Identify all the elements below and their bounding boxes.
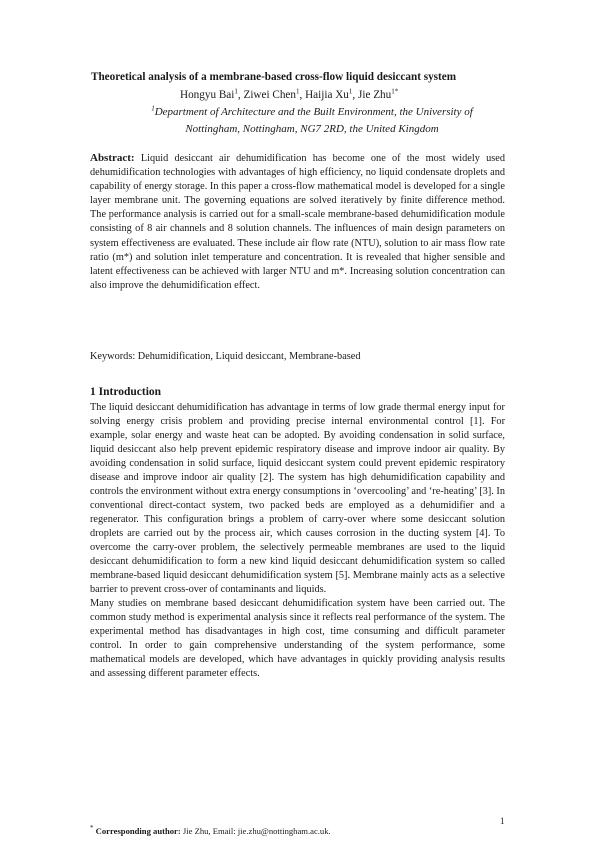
paragraph: Many studies on membrane based desiccant dehumidification system have been carried out. The common study method is experimental analysis since it reflects real performance of the system. The experimental method has disadvantages in high cost, time consuming and difficult parameter control. In order to gain comprehensive understanding of the system performance, some mathematical models are developed, which have advantages in quickly providing analysis results and assessing different parameter effects.: [90, 598, 505, 679]
abstract-text: Liquid desiccant air dehumidification has become one of the most widely used dehumidification technologies with advantages of high efficiency, no liquid condensate droplets and capability of energy storage. In this paper a cross-flow mathematical model is developed for a single layer membrane unit. The governing equations are solved iteratively by finite difference method. The performance analysis is carried out for a small-scale membrane-based dehumidification module consisting of 8 air channels and 8 solution channels. The influences of main design parameters on system effectiveness are evaluated. These include air flow rate (NTU), solution to air mass flow rate ratio (m*) and solution inlet temperature and concentration. It is revealed that higher sensible and latent effectiveness can be achieved with larger NTU and m*. Increasing solution concentration can also improve the dehumidification effect.: [90, 153, 505, 291]
paper-title: Theoretical analysis of a membrane-based cross-flow liquid desiccant system: [91, 71, 457, 83]
author-separator: ,: [237, 89, 244, 101]
paragraph: The liquid desiccant dehumidification has advantage in terms of low grade thermal energy input for solving energy crisis problem and providing precise internal environmental control [1]. For example, solar energy and waste heat can be adopted. By avoiding condensation in solid surface, liquid desiccant also help prevent epidemic respiratory disease and improve indoor air quality. By avoiding condensation in solid surface, liquid desiccant system could prevent epidemic respiratory disease and improve indoor air quality [2]. The system has high dehumidification capability and controls the environment without extra energy consumptions in ‘overcooling’ and ‘re-heating’ [3]. In conventional direct-contact system, two packed beds are employed as a dehumidifier and a regenerator. This configuration brings a problem of carry-over where some desiccant solution droplets are carried out by the process air, which causes corrosion in the ducting system [4]. To overcome the carry-over problem, the selectively permeable membranes are used to the liquid desiccant dehumidification to form a new kind liquid desiccant dehumidification system so called membrane-based liquid desiccant dehumidification system [5]. Membrane mainly acts as a selective barrier to prevent cross-over of contaminants and liquids.: [90, 402, 505, 595]
author-name: Ziwei Chen: [243, 89, 296, 101]
section-body: [90, 401, 505, 681]
affiliation-text: Department of Architecture and the Built Environment, the University of Nottingham, Nottingham, NG7 2RD, the United Kingdom: [154, 106, 473, 135]
author-affiliation-mark: 1: [348, 87, 353, 96]
author-name: Hongyu Bai: [180, 89, 235, 101]
footnote-marker: *: [90, 824, 94, 833]
author-affiliation-mark: 1: [296, 87, 300, 96]
author-separator: ,: [352, 89, 358, 101]
author-affiliation-mark: 1: [234, 87, 238, 96]
page-number: 1: [500, 816, 505, 826]
affiliation-mark: 1: [151, 104, 155, 113]
author-name: Jie Zhu: [358, 89, 392, 101]
author-name: Haijia Xu: [305, 89, 349, 101]
footnote-text: Jie Zhu, Email: jie.zhu@nottingham.ac.uk.: [180, 826, 331, 836]
abstract-label: Abstract:: [90, 152, 135, 164]
section-heading: 1 Introduction: [90, 386, 162, 398]
abstract: [90, 151, 505, 293]
author-affiliation: [142, 104, 482, 138]
footnote-label: Corresponding author:: [93, 826, 181, 836]
author-affiliation-mark: 1*: [391, 87, 399, 96]
keywords: Keywords: Dehumidification, Liquid desiccant, Membrane-based: [90, 351, 361, 362]
author-list: [180, 88, 398, 102]
footnote: [90, 826, 331, 836]
author-separator: ,: [299, 89, 306, 101]
